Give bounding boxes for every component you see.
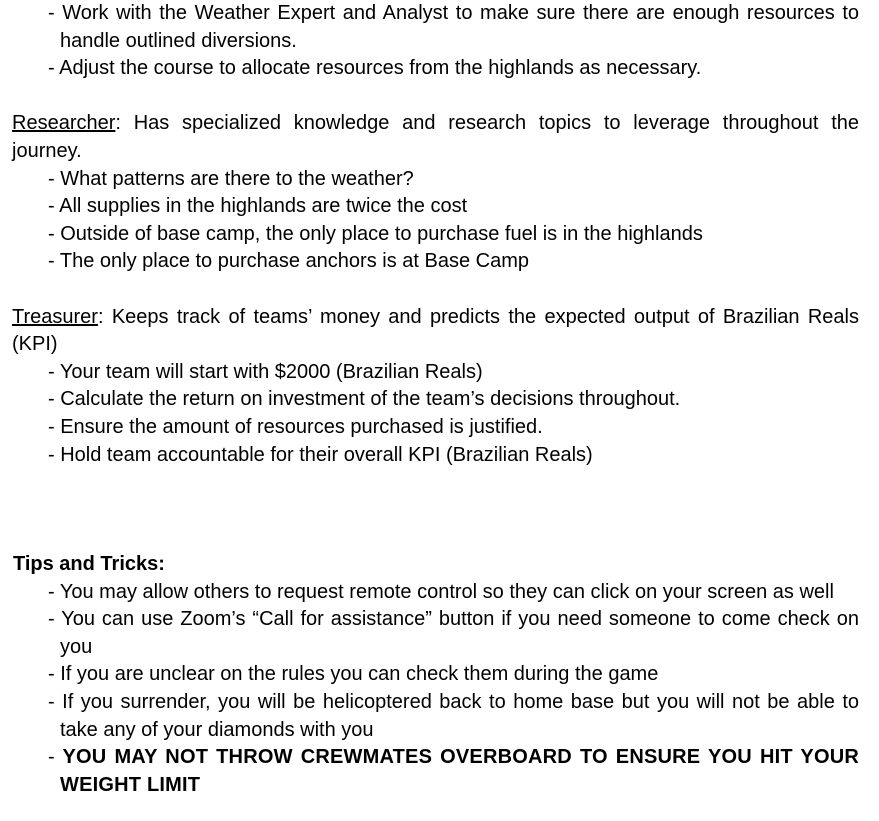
list-item: - You may allow others to request remote control so they can click on your screen as well [48,580,834,603]
bullet-dash: - [48,415,61,438]
list-item: - You can use Zoom’s “Call for assistance” button if you need someone to come check on you [48,608,859,658]
bullet-dash: - [48,443,61,466]
list-item: - Outside of base camp, the only place to purchase fuel is in the highlands [48,222,703,245]
bullet-dash: - [48,608,62,631]
bullet-dash: - [48,222,61,245]
tips-list [12,579,859,800]
bullet-dash: - [48,2,63,24]
bullet-dash: - [48,250,60,273]
list-item: - If you are unclear on the rules you can check them during the game [48,663,659,686]
document-body [12,0,859,799]
list-item: - Your team will start with $2000 (Brazilian Reals) [48,360,483,383]
list-item: - All supplies in the highlands are twice the cost [48,195,468,218]
researcher-list [12,166,859,276]
spacer [12,83,859,111]
list-item: - Ensure the amount of resources purchased is justified. [48,415,543,438]
treasurer-list [12,359,859,469]
list-item: - The only place to purchase anchors is at Base Camp [48,250,529,273]
researcher-role: Researcher [12,112,116,135]
intro-list [12,0,859,83]
list-item: - Calculate the return on investment of the team’s decisions throughout. [48,388,681,411]
bullet-dash: - [48,746,63,769]
bullet-dash: - [48,195,60,218]
bullet-dash: - [48,57,60,80]
bullet-dash: - [48,388,61,411]
list-item: - Adjust the course to allocate resources from the highlands as necessary. [48,57,702,80]
list-item [12,744,859,799]
bullet-dash: - [48,691,63,714]
list-item: - If you surrender, you will be helicoptered back to home base but you will not be able to take any of your diamonds with you [48,691,860,741]
tips-heading: Tips and Tricks: [13,553,165,576]
list-item: - What patterns are there to the weather? [48,167,414,190]
bullet-dash: - [48,580,60,603]
treasurer-description: Treasurer: Keeps track of teams’ money and predicts the expected output of Brazilian Reals (KPI) [12,305,859,356]
researcher-description: Researcher: Has specialized knowledge and research topics to leverage throughout the journey. [12,112,859,162]
spacer [12,469,859,551]
list-item: - Hold team accountable for their overall KPI (Brazilian Reals) [48,443,593,466]
treasurer-role: Treasurer [12,305,98,328]
final-warning: YOU MAY NOT THROW CREWMATES OVERBOARD TO ENSURE YOU HIT YOUR WEIGHT LIMIT [60,746,859,796]
bullet-dash: - [48,360,60,383]
spacer [12,276,859,304]
bullet-dash: - [48,167,61,190]
list-item: - Work with the Weather Expert and Analyst to make sure there are enough resources to handle outlined diversions. [48,2,859,52]
bullet-dash: - [48,663,61,686]
